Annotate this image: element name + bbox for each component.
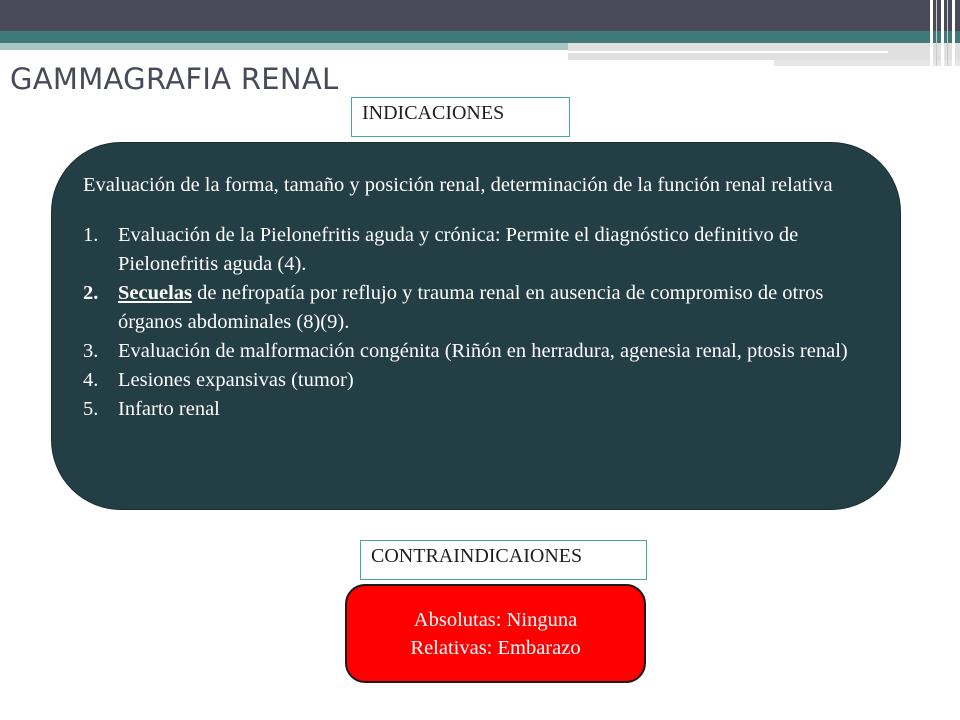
header-bar-teal [0, 31, 960, 43]
header-bar-dark [0, 0, 960, 31]
header-bar-teal-light [0, 43, 568, 50]
list-item [83, 337, 860, 366]
list-number: 4. [83, 369, 99, 391]
list-text: Infarto renal [118, 398, 220, 420]
list-text: Evaluación de la Pielonefritis aguda y crónica: Permite el diagnóstico definitivo de Pielonefritis aguda (4). [118, 224, 799, 275]
contraindicaciones-label: CONTRAINDICAIONES [360, 540, 647, 580]
indicaciones-box [51, 142, 901, 510]
header-vline [947, 0, 948, 66]
header-vline [952, 0, 955, 66]
list-text: de nefropatía por reflujo y trauma renal en ausencia de compromiso de otros órganos abdominales (8)(9). [118, 282, 824, 333]
absolutas-text: Absolutas: Ninguna [413, 608, 578, 631]
list-text: Evaluación de malformación congénita (Riñón en herradura, agenesia renal, ptosis renal) [118, 340, 848, 362]
list-number: 2. [83, 282, 99, 304]
header-line [568, 51, 888, 53]
indicaciones-intro: Evaluación de la forma, tamaño y posición renal, determinación de la función renal relativa [83, 174, 833, 196]
list-item [83, 279, 860, 337]
list-text: Lesiones expansivas (tumor) [118, 369, 354, 391]
list-item [83, 221, 860, 279]
list-item [83, 395, 860, 424]
page-title: GAMMAGRAFIA RENAL [10, 62, 339, 96]
header-vline [936, 0, 937, 66]
list-emphasis: Secuelas [118, 282, 193, 304]
indicaciones-label: INDICACIONES [351, 97, 570, 137]
list-number: 3. [83, 340, 99, 362]
header-vline [941, 0, 944, 66]
indicaciones-list [83, 221, 860, 424]
list-number: 5. [83, 398, 99, 420]
contraindicaciones-box [345, 584, 646, 683]
header-vline [930, 0, 933, 66]
list-number: 1. [83, 224, 99, 246]
relativas-text: Relativas: Embarazo [410, 636, 581, 659]
list-item [83, 366, 860, 395]
